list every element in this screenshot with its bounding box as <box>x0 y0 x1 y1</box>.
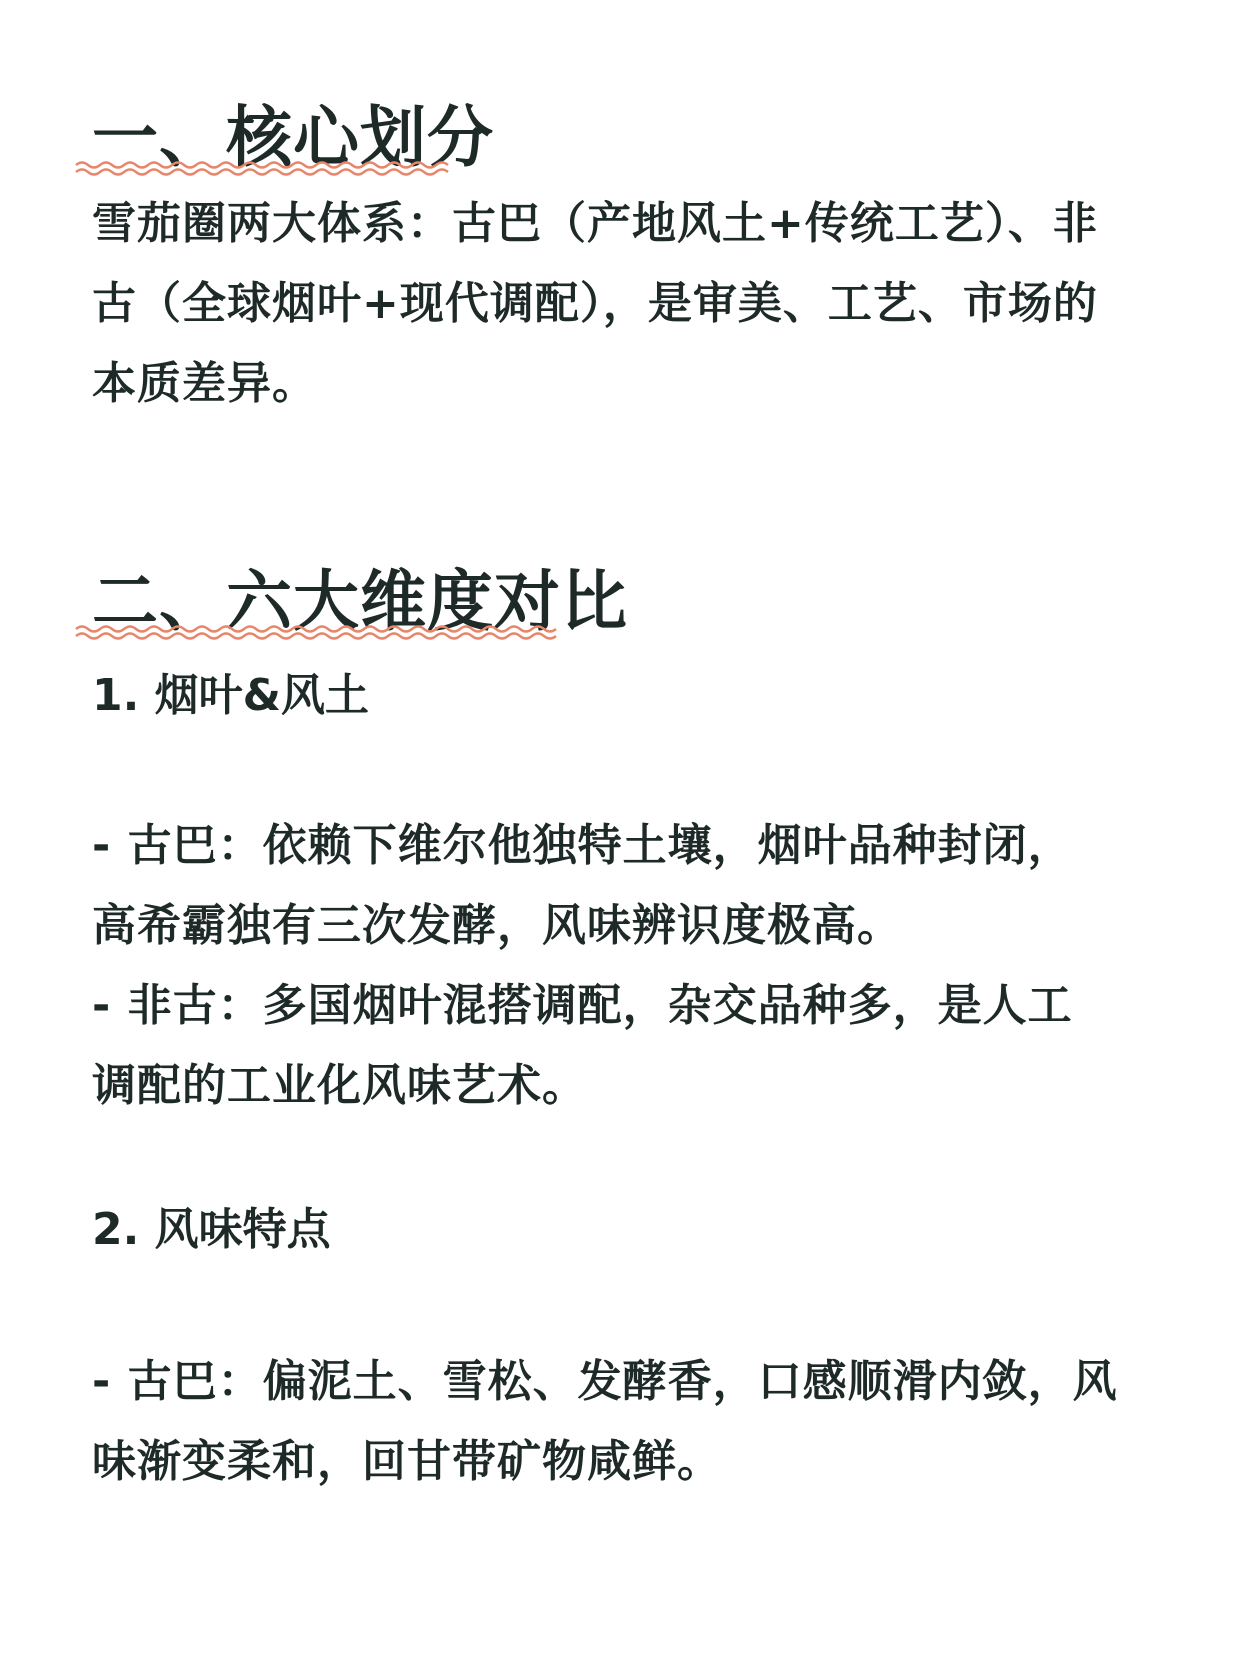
body-line: - 古巴：偏泥土、雪松、发酵香，口感顺滑内敛，风 <box>92 1356 1118 1407</box>
section-1-paragraph <box>92 184 1172 424</box>
section-2-heading-underline <box>76 624 566 642</box>
section-1-heading-underline <box>76 160 456 178</box>
item-2-title: 2. 风味特点 <box>92 1204 331 1255</box>
body-line: - 非古：多国烟叶混搭调配，杂交品种多，是人工 <box>92 980 1073 1031</box>
item-2-body <box>92 1342 1172 1502</box>
body-line: - 古巴：依赖下维尔他独特土壤，烟叶品种封闭， <box>92 820 1073 871</box>
body-line: 高希霸独有三次发酵，风味辨识度极高。 <box>92 900 902 951</box>
item-1-title: 1. 烟叶&风土 <box>92 670 370 721</box>
paragraph-line: 雪茄圈两大体系：古巴（产地风土+传统工艺）、非 <box>92 198 1098 249</box>
paragraph-line: 本质差异。 <box>92 358 317 409</box>
section-1-heading: 一、核心划分 <box>92 99 494 176</box>
item-1-body <box>92 806 1172 1126</box>
paragraph-line: 古（全球烟叶+现代调配），是审美、工艺、市场的 <box>92 278 1098 329</box>
body-line: 味渐变柔和，回甘带矿物咸鲜。 <box>92 1436 722 1487</box>
body-line: 调配的工业化风味艺术。 <box>92 1060 587 1111</box>
section-2-heading: 二、六大维度对比 <box>92 563 628 640</box>
